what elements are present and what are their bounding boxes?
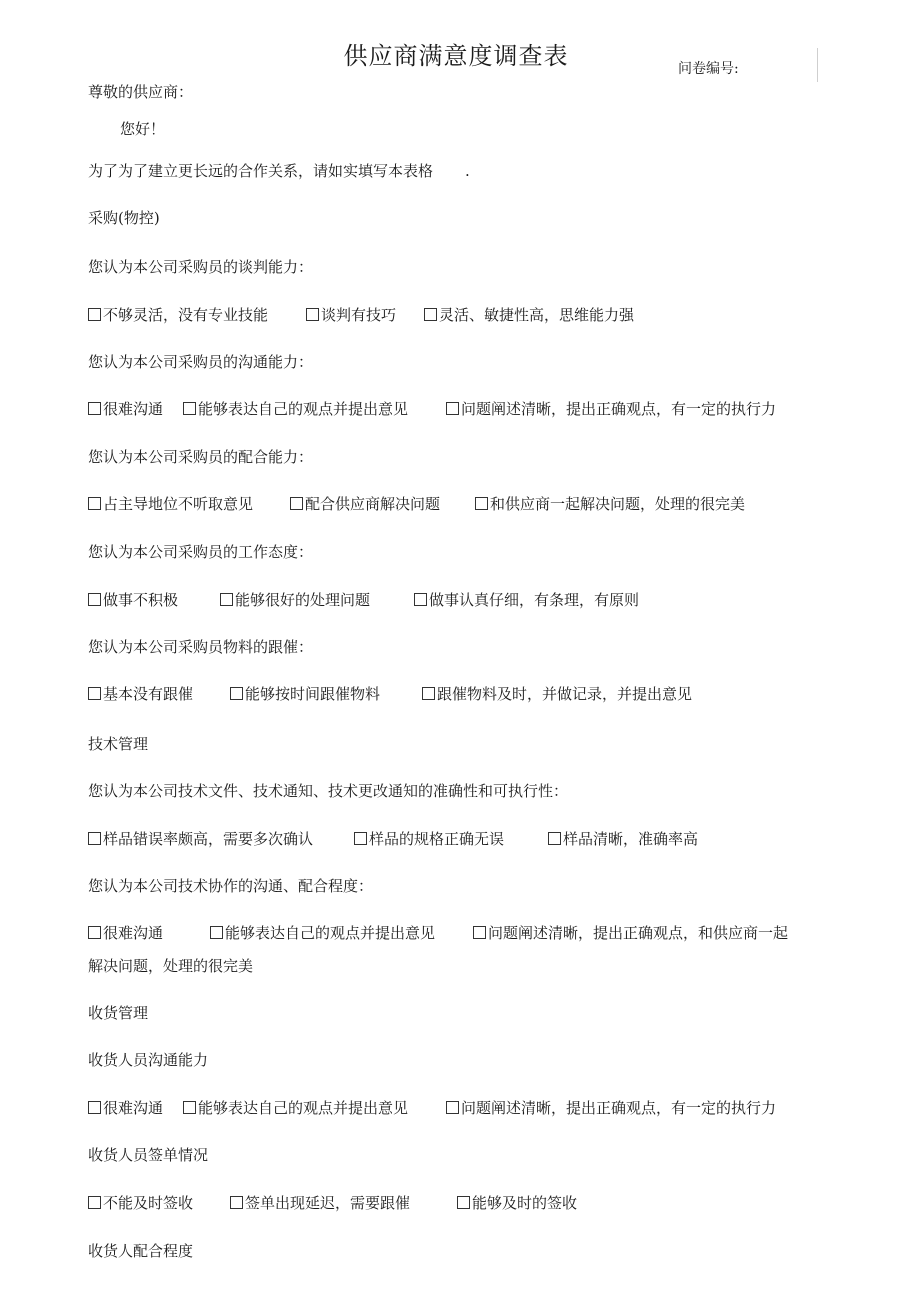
option-label: 问题阐述清晰，提出正确观点，有一定的执行力	[461, 1099, 777, 1117]
option-q7-c[interactable]	[473, 922, 788, 943]
option-q5-a[interactable]	[88, 683, 193, 704]
checkbox[interactable]	[88, 687, 101, 700]
option-q6-a[interactable]	[88, 828, 313, 849]
checkbox[interactable]	[414, 593, 427, 606]
greeting: 您好！	[120, 120, 166, 138]
option-q2-b[interactable]	[183, 398, 408, 419]
option-label: 基本没有跟催	[103, 685, 194, 703]
option-q3-b[interactable]	[290, 493, 440, 514]
checkbox[interactable]	[88, 402, 101, 415]
question-receiving-communication: 收货人员沟通能力	[88, 1051, 209, 1069]
section-tech: 技术管理	[88, 735, 149, 753]
checkbox[interactable]	[354, 832, 367, 845]
checkbox[interactable]	[88, 1196, 101, 1209]
option-label: 能够表达自己的观点并提出意见	[198, 1099, 409, 1117]
option-label: 很难沟通	[103, 1099, 164, 1117]
question-negotiation: 您认为本公司采购员的谈判能力：	[88, 258, 314, 276]
salutation: 尊敬的供应商：	[88, 83, 194, 101]
question-receiving-cooperation: 收货人配合程度	[88, 1242, 194, 1260]
option-q4-a[interactable]	[88, 589, 178, 610]
option-q9-a[interactable]	[88, 1192, 193, 1213]
checkbox[interactable]	[88, 497, 101, 510]
option-label: 样品清晰，准确率高	[563, 830, 699, 848]
question-attitude: 您认为本公司采购员的工作态度：	[88, 543, 314, 561]
option-label: 占主导地位不听取意见	[103, 495, 254, 513]
question-tech-cooperation: 您认为本公司技术协作的沟通、配合程度：	[88, 877, 374, 895]
intro-sentence: 为了为了建立更长远的合作关系，请如实填写本表格	[88, 162, 434, 180]
checkbox[interactable]	[424, 308, 437, 321]
option-label: 能够及时的签收	[472, 1194, 578, 1212]
option-label: 很难沟通	[103, 400, 164, 418]
option-q1-b[interactable]	[306, 304, 396, 325]
option-label: 跟催物料及时，并做记录，并提出意见	[437, 685, 693, 703]
section-receiving: 收货管理	[88, 1004, 149, 1022]
option-q5-c[interactable]	[422, 683, 692, 704]
option-q8-c[interactable]	[446, 1097, 776, 1118]
question-follow-up: 您认为本公司采购员物料的跟催：	[88, 638, 314, 656]
checkbox[interactable]	[475, 497, 488, 510]
option-label: 能够按时间跟催物料	[245, 685, 381, 703]
checkbox[interactable]	[210, 926, 223, 939]
question-tech-docs: 您认为本公司技术文件、技术通知、技术更改通知的准确性和可执行性：	[88, 782, 569, 800]
option-label: 能够很好的处理问题	[235, 591, 371, 609]
questionnaire-number-label: 问卷编号:	[678, 61, 739, 77]
question-receiving-signing: 收货人员签单情况	[88, 1146, 209, 1164]
option-label: 样品错误率颇高，需要多次确认	[103, 830, 314, 848]
option-label: 问题阐述清晰，提出正确观点，和供应商一起	[488, 924, 789, 942]
option-label: 谈判有技巧	[321, 306, 397, 324]
option-label: 配合供应商解决问题	[305, 495, 441, 513]
option-q1-c[interactable]	[424, 304, 634, 325]
option-label: 灵活、敏捷性高，思维能力强	[439, 306, 635, 324]
checkbox[interactable]	[446, 1101, 459, 1114]
question-communication: 您认为本公司采购员的沟通能力：	[88, 353, 314, 371]
checkbox[interactable]	[88, 593, 101, 606]
option-q2-c[interactable]	[446, 398, 776, 419]
option-label: 和供应商一起解决问题，处理的很完美	[490, 495, 746, 513]
checkbox[interactable]	[183, 1101, 196, 1114]
option-q9-c[interactable]	[457, 1192, 577, 1213]
checkbox[interactable]	[88, 832, 101, 845]
checkbox[interactable]	[88, 926, 101, 939]
checkbox[interactable]	[422, 687, 435, 700]
option-label: 能够表达自己的观点并提出意见	[225, 924, 436, 942]
checkbox[interactable]	[290, 497, 303, 510]
question-cooperation: 您认为本公司采购员的配合能力：	[88, 448, 314, 466]
option-q7-a[interactable]	[88, 922, 163, 943]
option-q5-b[interactable]	[230, 683, 380, 704]
option-q3-c[interactable]	[475, 493, 745, 514]
checkbox[interactable]	[473, 926, 486, 939]
option-label: 问题阐述清晰，提出正确观点，有一定的执行力	[461, 400, 777, 418]
option-q4-b[interactable]	[220, 589, 370, 610]
checkbox[interactable]	[230, 687, 243, 700]
option-label: 样品的规格正确无误	[369, 830, 505, 848]
option-q1-a[interactable]	[88, 304, 268, 325]
option-label: 很难沟通	[103, 924, 164, 942]
option-q7-c-continued: 解决问题，处理的很完美	[88, 957, 254, 975]
option-q8-b[interactable]	[183, 1097, 408, 1118]
option-q6-b[interactable]	[354, 828, 504, 849]
option-q9-b[interactable]	[230, 1192, 410, 1213]
checkbox[interactable]	[548, 832, 561, 845]
option-q7-b[interactable]	[210, 922, 435, 943]
margin-divider	[817, 48, 818, 82]
checkbox[interactable]	[446, 402, 459, 415]
option-q2-a[interactable]	[88, 398, 163, 419]
option-q4-c[interactable]	[414, 589, 639, 610]
option-label: 签单出现延迟，需要跟催	[245, 1194, 411, 1212]
option-label: 能够表达自己的观点并提出意见	[198, 400, 409, 418]
option-q8-a[interactable]	[88, 1097, 163, 1118]
checkbox[interactable]	[183, 402, 196, 415]
checkbox[interactable]	[88, 308, 101, 321]
intro-text	[88, 160, 470, 181]
option-q6-c[interactable]	[548, 828, 698, 849]
checkbox[interactable]	[457, 1196, 470, 1209]
page-title: 供应商满意度调查表	[343, 42, 569, 70]
section-purchasing: 采购(物控)	[88, 209, 160, 227]
checkbox[interactable]	[88, 1101, 101, 1114]
option-q3-a[interactable]	[88, 493, 253, 514]
checkbox[interactable]	[230, 1196, 243, 1209]
checkbox[interactable]	[306, 308, 319, 321]
checkbox[interactable]	[220, 593, 233, 606]
option-label: 不够灵活，没有专业技能	[103, 306, 269, 324]
option-label: 做事认真仔细，有条理，有原则	[429, 591, 640, 609]
intro-dot: .	[465, 162, 470, 180]
option-label: 不能及时签收	[103, 1194, 194, 1212]
option-label: 做事不积极	[103, 591, 179, 609]
